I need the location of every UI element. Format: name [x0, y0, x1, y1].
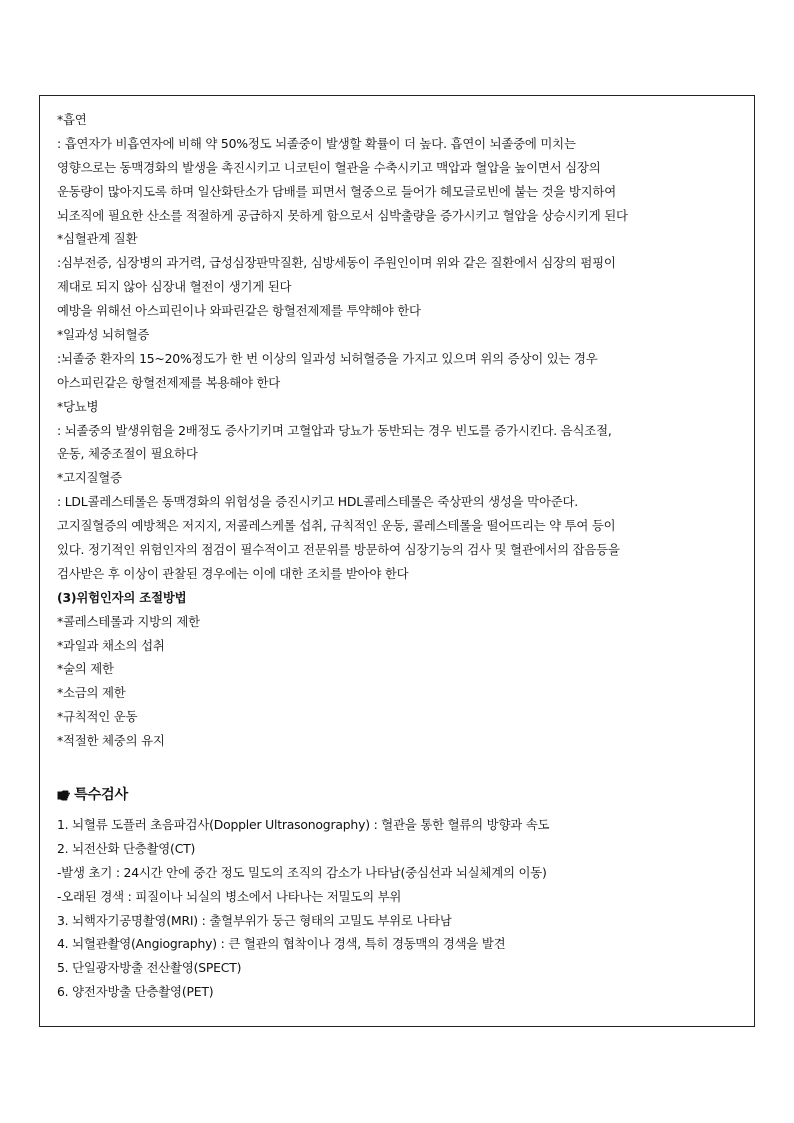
risk-line: : 흡연자가 비흡연자에 비해 약 50%정도 뇌졸중이 발생할 확률이 더 높다. 흡연이 뇌졸중에 미치는 [57, 135, 576, 151]
risk-line: *당뇨병 [57, 398, 99, 414]
risk-line: 검사받은 후 이상이 관찰된 경우에는 이에 대한 조치를 받아야 한다 [57, 565, 409, 581]
risk-line: *흡연 [57, 112, 87, 127]
risk-line: : LDL콜레스테롤은 동맥경화의 위험성을 증진시키고 HDL콜레스테롤은 죽상판의 생성을 막아준다. [57, 494, 578, 510]
risk-line: 뇌조직에 필요한 산소를 적절하게 공급하지 못하게 함으로서 심박출량을 증가시키고 혈압을 상승시키게 된다 [57, 207, 628, 223]
special-test-item: 3. 뇌핵자기공명촬영(MRI) : 출혈부위가 둥근 형태의 고밀도 부위로 나타남 [57, 912, 452, 928]
control-item: *콜레스테롤과 지방의 제한 [57, 613, 200, 629]
special-test-item: 4. 뇌혈관촬영(Angiography) : 큰 혈관의 협착이나 경색, 특히 경동맥의 경색을 발견 [57, 936, 506, 952]
special-tests-heading [57, 781, 747, 811]
risk-line: 있다. 정기적인 위험인자의 점검이 필수적이고 전문위를 방문하여 심장기능의 검사 및 혈관에서의 잡음등을 [57, 542, 620, 558]
control-item: *과일과 채소의 섭취 [57, 637, 165, 653]
special-test-item: -오래된 경색 : 피질이나 뇌실의 병소에서 나타나는 저밀도의 부위 [57, 888, 402, 904]
blank-line [57, 753, 747, 777]
risk-line: 제대로 되지 않아 심장내 혈전이 생기게 된다 [57, 279, 292, 295]
risk-line: :뇌졸중 환자의 15~20%정도가 한 번 이상의 일과성 뇌허혈증을 가지고 있으며 위의 증상이 있는 경우 [57, 350, 598, 366]
pointing-hand-icon [57, 790, 71, 802]
risk-line: 아스피린같은 항혈전제제를 복용해야 한다 [57, 374, 281, 390]
risk-line: : 뇌졸중의 발생위험을 2배정도 증사기키며 고혈압과 당뇨가 동반되는 경우 빈도를 증가시킨다. 음식조절, [57, 422, 612, 438]
special-test-item: -발생 초기 : 24시간 안에 중간 정도 밀도의 조직의 감소가 나타남(중심선과 뇌실체계의 이동) [57, 864, 547, 880]
special-tests-title: 특수검사 [74, 786, 129, 803]
risk-line: 영향으로는 동맥경화의 발생을 촉진시키고 니코틴이 혈관을 수축시키고 맥압과 혈압을 높이면서 심장의 [57, 159, 601, 175]
special-tests-list [57, 813, 747, 1004]
risk-line: *심혈관계 질환 [57, 231, 138, 247]
control-item: *소금의 제한 [57, 685, 126, 701]
risk-line: 예방을 위해선 아스피린이나 와파린같은 항혈전제제를 투약해야 한다 [57, 303, 421, 319]
special-test-item: 2. 뇌전산화 단층촬영(CT) [57, 840, 196, 856]
risk-line: :심부전증, 심장병의 과거력, 급성심장판막질환, 심방세동이 주원인이며 위와 같은 질환에서 심장의 펌핑이 [57, 255, 616, 271]
risk-line: 고지질혈증의 예방책은 저지지, 저콜레스케롤 섭취, 규칙적인 운동, 콜레스테롤을 떨어뜨리는 약 투여 등이 [57, 518, 616, 534]
special-test-item: 1. 뇌혈류 도플러 초음파검사(Doppler Ultrasonography) : 혈관을 통한 혈류의 방향과 속도 [57, 816, 550, 832]
special-test-item: 6. 양전자방출 단층촬영(PET) [57, 984, 214, 1000]
risk-line: *고지질혈증 [57, 470, 122, 486]
control-heading: (3)위험인자의 조절방법 [57, 589, 187, 605]
document-body [57, 108, 747, 1004]
risk-line: *일과성 뇌허혈증 [57, 327, 150, 343]
risk-line: 운동량이 많아지도록 하며 일산화탄소가 담배를 피면서 혈중으로 들어가 헤모글로빈에 붙는 것을 방지하여 [57, 183, 616, 199]
special-test-item: 5. 단일광자방출 전산촬영(SPECT) [57, 960, 242, 976]
control-list [57, 610, 747, 753]
control-item: *규칙적인 운동 [57, 709, 138, 725]
control-item: *적절한 체중의 유지 [57, 733, 165, 749]
control-item: *술의 제한 [57, 661, 114, 677]
risk-factor-section [57, 108, 747, 586]
risk-line: 운동, 체중조절이 필요하다 [57, 446, 198, 462]
